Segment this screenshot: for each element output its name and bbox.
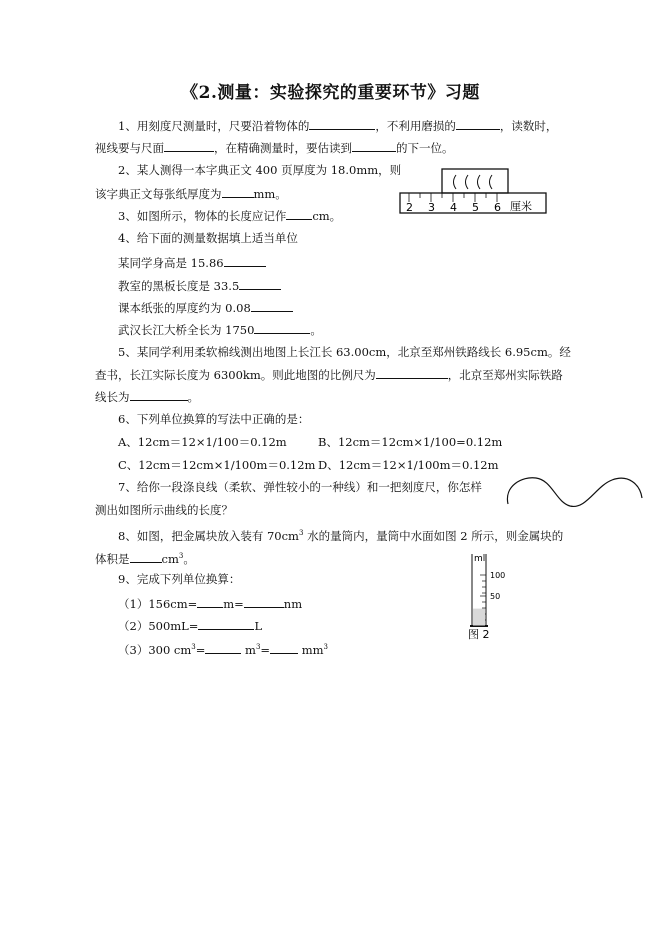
cylinder-water	[473, 609, 485, 626]
question-8-line-1	[118, 525, 563, 544]
q9-l1-a: （1）156cm=	[118, 597, 198, 611]
q5-text-a: 5、某同学利用柔软棉线测出地图上长江长 63.00cm，北京至郑州铁路线长 6.95cm。经	[118, 345, 571, 359]
q9-blank-2[interactable]	[244, 595, 284, 608]
q7-text-b: 测出如图所示曲线的长度？	[95, 503, 233, 517]
cylinder-mark-label: 50	[490, 592, 501, 601]
q9-l3-e: mm	[298, 642, 324, 657]
q8-unit-superscript: 3	[178, 552, 184, 560]
q4-blank-3[interactable]	[251, 299, 293, 312]
ruler-figure	[398, 165, 550, 217]
question-2-line-2	[95, 185, 287, 202]
q9-l3-a: （3）300 cm	[118, 642, 192, 657]
q9-blank-3[interactable]	[198, 617, 254, 630]
q4-item-1	[118, 254, 266, 271]
question-5-line-2	[95, 366, 563, 383]
q9-l1-c: nm	[283, 597, 303, 611]
question-6	[118, 411, 309, 427]
q1-blank-4[interactable]	[352, 139, 396, 152]
ruler-tick-label: 5	[472, 201, 479, 214]
cylinder-unit-label: ml	[474, 554, 486, 564]
q5-text-e: 。	[187, 390, 199, 404]
q1-text-a: 1、用刻度尺测量时，尺要沿着物体的	[118, 119, 310, 133]
measuring-cylinder-figure	[466, 548, 526, 640]
q5-text-b: 查书，长江实际长度为 6300km。则此地图的比例尺为	[95, 368, 376, 382]
q8-blank[interactable]	[130, 550, 162, 563]
q9-blank-4[interactable]	[205, 641, 241, 654]
page-title: 《2.测量：实验探究的重要环节》习题	[181, 83, 480, 103]
q9-item-1	[118, 595, 302, 612]
q9-sup: 3	[255, 643, 261, 651]
q4-item-4	[118, 321, 322, 338]
q9-l3-b: =	[195, 642, 206, 657]
q9-blank-5[interactable]	[270, 641, 298, 654]
question-4	[118, 230, 298, 246]
q6-option-d[interactable]: D、12cm＝12×1/100m＝0.12m	[318, 458, 499, 472]
q8-text-c2: 。	[183, 551, 195, 566]
q9-item-2	[118, 617, 262, 634]
q4-text-a: 4、给下面的测量数据填上适当单位	[118, 231, 298, 245]
q1-text-e: ，在精确测量时，要估读到	[214, 141, 352, 155]
q8-text-a2: 水的量筒内，量筒中水面如图 2 所示，则金属块的	[303, 528, 564, 543]
q9-l1-b: m=	[223, 597, 244, 611]
q9-blank-1[interactable]	[197, 595, 223, 608]
ruler-tick-label: 4	[450, 201, 457, 214]
figure-2-caption: 图 2	[468, 628, 490, 640]
q4-blank-4[interactable]	[254, 321, 310, 334]
ruler-tick-label: 2	[406, 201, 413, 214]
q1-text-d: 视线要与尺面	[95, 141, 164, 155]
q4-item-text: 某同学身高是 15.86	[118, 256, 224, 270]
q1-blank-3[interactable]	[164, 139, 214, 152]
q2-text-c: mm。	[253, 187, 287, 201]
q9-sup: 3	[191, 643, 196, 651]
q5-blank-2[interactable]	[130, 388, 188, 401]
q4-item-text: 武汉长江大桥全长为 1750	[118, 323, 255, 337]
question-7-line-2	[95, 502, 233, 518]
question-1-line-2	[95, 139, 454, 156]
object-texture	[454, 175, 493, 189]
q5-text-d: 线长为	[95, 390, 130, 404]
question-5-line-3	[95, 388, 199, 405]
q9-text-a: 9、完成下列单位换算：	[118, 572, 241, 586]
q2-text-b: 该字典正文每张纸厚度为	[95, 187, 222, 201]
question-3	[118, 207, 341, 224]
q1-text-f: 的下一位。	[396, 141, 454, 155]
q6-option-a[interactable]: A、12cm＝12×1/100＝0.12m	[118, 435, 287, 449]
q4-blank-1[interactable]	[224, 254, 266, 267]
q8-superscript: 3	[298, 529, 304, 537]
question-2-line-1	[118, 162, 401, 178]
q6-option-c[interactable]: C、12cm＝12cm×1/100m＝0.12m	[118, 458, 316, 472]
q2-blank[interactable]	[222, 185, 254, 198]
ruler-unit-label: 厘米	[510, 200, 532, 213]
q9-sup: 3	[323, 643, 328, 651]
question-9	[118, 571, 240, 587]
q8-text-c1: cm	[161, 551, 179, 566]
q3-blank[interactable]	[286, 207, 312, 220]
question-8-line-2	[95, 548, 195, 567]
q4-end: 。	[310, 323, 322, 337]
measured-object	[442, 169, 508, 193]
q5-text-c: ，北京至郑州实际铁路	[447, 368, 563, 382]
q4-item-text: 教室的黑板长度是 33.5	[118, 279, 240, 293]
q4-item-text: 课本纸张的厚度约为 0.08	[118, 301, 251, 315]
q8-text-a1: 8、如图，把金属块放入装有 70cm	[118, 528, 299, 543]
ruler-tick-label: 6	[494, 201, 501, 214]
question-1-line-1	[118, 117, 557, 134]
q9-l2-a: （2）500mL=	[118, 619, 199, 633]
q6-text-a: 6、下列单位换算的写法中正确的是：	[118, 412, 310, 426]
q1-text-c: ，读数时，	[499, 119, 558, 133]
q3-text-a: 3、如图所示，物体的长度应记作	[118, 209, 287, 223]
q1-blank-2[interactable]	[456, 117, 500, 130]
q7-text-a: 7、给你一段涤良线（柔软、弹性较小的一种线）和一把刻度尺，你怎样	[118, 480, 482, 494]
cylinder-mark-label: 100	[490, 571, 506, 580]
q9-l3-c: m	[241, 642, 256, 657]
q6-option-b[interactable]: B、12cm＝12cm×1/100=0.12m	[318, 435, 503, 449]
q8-text-b: 体积是	[95, 551, 130, 566]
q4-blank-2[interactable]	[239, 277, 281, 290]
ruler-tick-label: 3	[428, 201, 435, 214]
curve-figure	[500, 466, 650, 524]
q5-blank-1[interactable]	[376, 366, 448, 379]
q9-item-3	[118, 639, 328, 658]
q9-l3-d: =	[260, 642, 271, 657]
question-5-line-1	[118, 344, 571, 360]
q2-text-a: 2、某人测得一本字典正文 400 页厚度为 18.0mm，则	[118, 163, 402, 177]
q9-l2-b: L	[254, 619, 263, 633]
q4-item-2	[118, 277, 281, 294]
q4-item-3	[118, 299, 293, 316]
question-7-line-1	[118, 479, 482, 495]
q1-blank-1[interactable]	[309, 117, 375, 130]
q3-text-b: cm。	[312, 209, 342, 223]
q1-text-b: ，不利用磨损的	[375, 119, 456, 133]
curve-line	[507, 478, 642, 507]
